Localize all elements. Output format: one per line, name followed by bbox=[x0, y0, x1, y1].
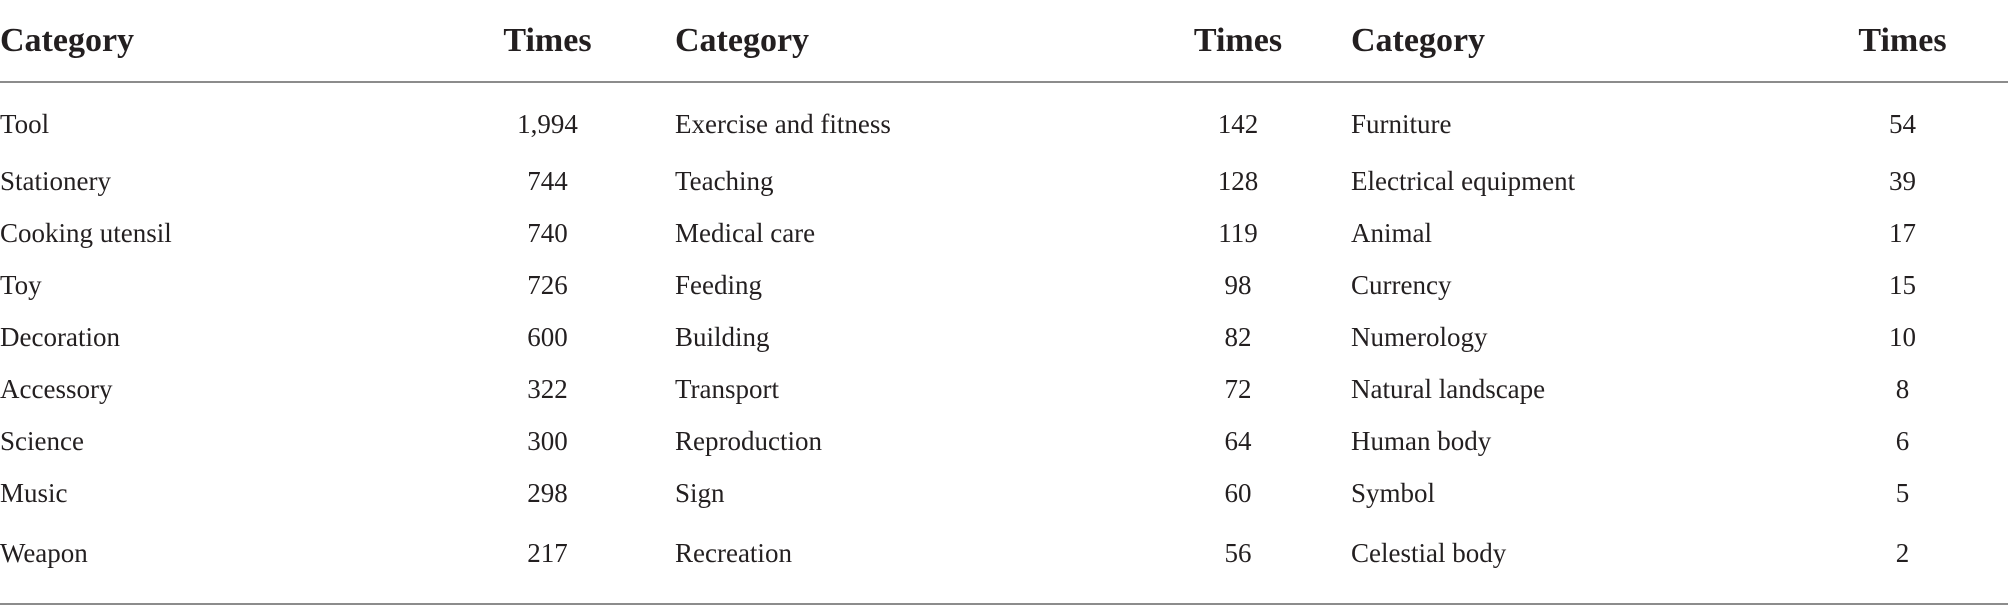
table-row bbox=[0, 155, 2008, 207]
header-category-2: Category bbox=[675, 0, 1125, 82]
category-cell-2: Exercise and fitness bbox=[675, 108, 891, 139]
times-cell-3: 8 bbox=[1895, 373, 1910, 404]
table-row bbox=[0, 415, 2008, 467]
times-cell-1: 740 bbox=[527, 217, 568, 248]
times-cell-2: 60 bbox=[1224, 477, 1252, 508]
category-cell-1: Weapon bbox=[0, 519, 420, 604]
times-cell-3: 2 bbox=[1797, 519, 2008, 604]
table-row bbox=[0, 519, 2008, 604]
header-times-3: Times bbox=[1797, 0, 2008, 82]
category-cell-2: Building bbox=[675, 321, 770, 352]
header-times-2: Times bbox=[1125, 0, 1351, 82]
table-header bbox=[0, 0, 2008, 82]
header-category-3: Category bbox=[1351, 0, 1797, 82]
times-cell-3: 5 bbox=[1895, 477, 1910, 508]
category-cell-3: Symbol bbox=[1351, 477, 1436, 508]
times-cell-2: 82 bbox=[1224, 321, 1252, 352]
times-cell-1: 1,994 bbox=[517, 108, 578, 139]
times-cell-3: 6 bbox=[1895, 425, 1910, 456]
times-cell-3: 10 bbox=[1889, 321, 1916, 352]
category-cell-3: Numerology bbox=[1351, 321, 1488, 352]
times-cell-2: 119 bbox=[1218, 217, 1258, 248]
times-cell-2: 142 bbox=[1217, 108, 1259, 139]
category-cell-2: Recreation bbox=[675, 519, 1125, 604]
category-cell-1: Tool bbox=[0, 108, 50, 139]
times-cell-1: 600 bbox=[527, 321, 568, 352]
times-cell-3: 39 bbox=[1889, 165, 1916, 196]
times-cell-1: 726 bbox=[527, 269, 568, 300]
category-cell-1: Stationery bbox=[0, 165, 111, 196]
category-cell-1: Music bbox=[0, 477, 68, 508]
times-cell-1: 744 bbox=[527, 165, 568, 196]
times-cell-2: 56 bbox=[1125, 519, 1351, 604]
table-row bbox=[0, 259, 2008, 311]
category-cell-1: Decoration bbox=[0, 321, 120, 352]
times-cell-1: 217 bbox=[420, 519, 675, 604]
times-cell-2: 98 bbox=[1224, 269, 1252, 300]
header-row bbox=[0, 0, 2008, 82]
times-cell-2: 128 bbox=[1217, 165, 1259, 196]
times-cell-2: 72 bbox=[1224, 373, 1252, 404]
table-row bbox=[0, 82, 2008, 155]
times-cell-3: 54 bbox=[1889, 108, 1916, 139]
category-cell-3: Natural landscape bbox=[1351, 373, 1546, 404]
category-cell-1: Science bbox=[0, 425, 84, 456]
header-category-1: Category bbox=[0, 0, 420, 82]
table-row bbox=[0, 467, 2008, 519]
table-body bbox=[0, 82, 2008, 604]
category-cell-3: Celestial body bbox=[1351, 519, 1797, 604]
times-cell-3: 15 bbox=[1889, 269, 1916, 300]
category-cell-2: Medical care bbox=[675, 217, 816, 248]
category-cell-2: Feeding bbox=[675, 269, 762, 300]
table-row bbox=[0, 207, 2008, 259]
category-cell-2: Teaching bbox=[675, 165, 774, 196]
header-times-1: Times bbox=[420, 0, 675, 82]
category-cell-3: Currency bbox=[1351, 269, 1452, 300]
times-cell-1: 298 bbox=[527, 477, 568, 508]
category-cell-1: Cooking utensil bbox=[0, 217, 172, 248]
category-cell-1: Accessory bbox=[0, 373, 113, 404]
category-cell-2: Transport bbox=[675, 373, 780, 404]
category-cell-3: Furniture bbox=[1351, 108, 1452, 139]
category-cell-3: Animal bbox=[1351, 217, 1432, 248]
table-row bbox=[0, 311, 2008, 363]
times-cell-2: 64 bbox=[1224, 425, 1252, 456]
table-row bbox=[0, 363, 2008, 415]
times-cell-1: 300 bbox=[527, 425, 568, 456]
category-cell-3: Human body bbox=[1351, 425, 1492, 456]
category-cell-1: Toy bbox=[0, 269, 42, 300]
category-cell-2: Sign bbox=[675, 477, 725, 508]
times-cell-3: 17 bbox=[1889, 217, 1916, 248]
times-cell-1: 322 bbox=[527, 373, 568, 404]
category-cell-2: Reproduction bbox=[675, 425, 822, 456]
category-cell-3: Electrical equipment bbox=[1351, 165, 1576, 196]
